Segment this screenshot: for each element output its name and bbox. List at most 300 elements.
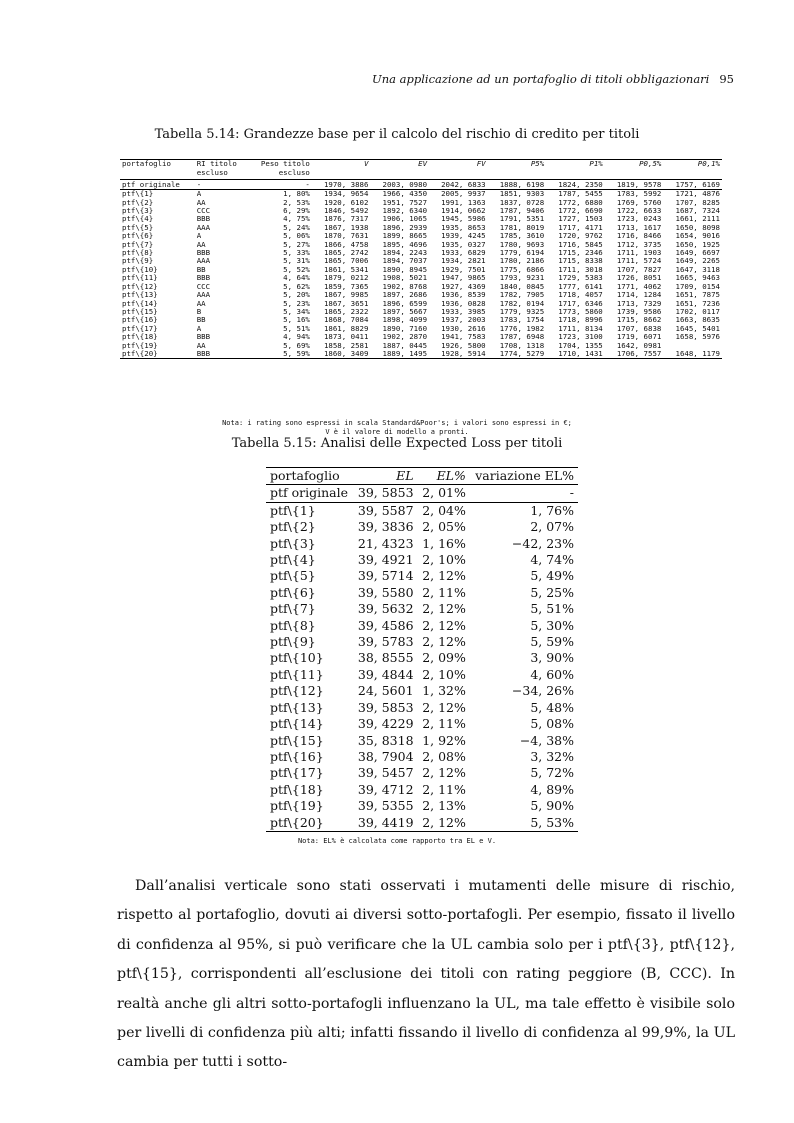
table1-header-cell: P0,1%	[663, 160, 722, 170]
table-cell: 1706, 7557	[605, 350, 664, 359]
table-cell: 1868, 7084	[323, 315, 369, 325]
table-cell: 4, 75%	[283, 214, 310, 224]
table-cell: 1897, 5667	[382, 306, 428, 316]
table-row	[266, 650, 578, 666]
table-cell: ptf\{2}	[122, 197, 154, 207]
table-row	[266, 585, 578, 601]
table-cell: 1651, 7875	[675, 290, 720, 300]
table-cell: 1721, 4876	[675, 189, 720, 199]
table-cell: ptf\{18}	[122, 332, 158, 342]
table1-subheader-cell	[663, 169, 722, 179]
table-cell: 1665, 9463	[675, 273, 720, 283]
table-cell: AA	[196, 197, 206, 207]
table-row	[266, 601, 578, 617]
table-row	[266, 519, 578, 535]
table-cell: 1936, 0828	[441, 298, 486, 308]
table-cell: ptf\{12}	[270, 683, 324, 699]
table-cell: 2, 09%	[422, 650, 466, 666]
table-cell: ptf\{8}	[122, 248, 154, 258]
table-cell: 2, 13%	[422, 798, 466, 814]
table-cell: 5, 31%	[283, 256, 310, 266]
table-cell: ptf\{11}	[122, 273, 158, 283]
table-row	[266, 536, 578, 552]
table-cell: ptf\{14}	[122, 298, 158, 308]
table2-header-row	[266, 468, 578, 485]
table-cell: 1991, 1363	[441, 197, 486, 207]
table-cell: 1837, 0728	[499, 197, 545, 207]
table-cell: 1718, 4057	[558, 290, 603, 300]
table-row	[266, 782, 578, 798]
table-cell: 1929, 7501	[441, 264, 486, 274]
table-cell: CCC	[196, 206, 211, 216]
table-cell: 2, 11%	[422, 584, 466, 600]
table-cell: ptf\{4}	[122, 214, 154, 224]
table-cell: 1773, 5860	[558, 306, 603, 316]
table-cell: 39, 5783	[357, 634, 414, 650]
table-cell: ptf originale	[120, 179, 195, 189]
table-cell: ptf\{18}	[270, 781, 324, 797]
running-title: Una applicazione ad un portafoglio di titoli obbligazionari	[372, 72, 710, 86]
table2-header-cell: variazione EL%	[470, 468, 578, 485]
table-cell: 1783, 1754	[499, 315, 545, 325]
table1-note-line-1: Nota: i rating sono espressi in scala Standard&Poor's; i valori sono espressi in €;	[222, 419, 572, 427]
table-cell: 1715, 8662	[616, 315, 662, 325]
table1-subheader-cell	[488, 169, 547, 179]
table1-subheader-cell	[312, 169, 371, 179]
table-cell: 1707, 6838	[616, 323, 662, 333]
table-cell: 1793, 9231	[499, 273, 545, 283]
table-cell: 1898, 4099	[382, 315, 428, 325]
table-cell: 1937, 2003	[441, 315, 486, 325]
table-cell: ptf\{2}	[270, 519, 316, 535]
table-cell: 4, 94%	[283, 332, 310, 342]
table-cell: 1906, 1065	[382, 214, 428, 224]
table-cell: 1897, 2686	[382, 290, 428, 300]
table-cell: 39, 4419	[353, 815, 417, 832]
table1-subheader-cell	[370, 169, 429, 179]
table-cell: 39, 4586	[357, 617, 414, 633]
table-cell: 1739, 9586	[616, 306, 662, 316]
table-cell: ptf\{8}	[270, 617, 316, 633]
table1-header-cell: V	[312, 160, 371, 170]
table1-header-cell: P5%	[488, 160, 547, 170]
table-cell: 1787, 5455	[558, 189, 603, 199]
table2-note: Nota: EL% è calcolata come rapporto tra EL e V.	[297, 837, 497, 845]
table1-subheader-cell: escluso	[195, 169, 248, 179]
table1-subheader-cell	[605, 169, 664, 179]
table-cell: 1777, 6141	[558, 281, 603, 291]
table-cell: 1711, 5724	[616, 256, 662, 266]
table1-header-cell: RI titolo	[195, 160, 248, 170]
table-cell: AAA	[196, 256, 211, 266]
table-cell: 21, 4323	[357, 535, 414, 551]
table-cell: 1658, 5976	[675, 332, 720, 342]
table-cell: 1867, 9985	[323, 290, 369, 300]
table-cell: −42, 23%	[511, 535, 574, 551]
table2-header-cell: portafoglio	[266, 468, 353, 485]
table-cell: 1890, 8945	[382, 264, 428, 274]
table-cell: 1888, 6198	[488, 179, 547, 189]
table-cell: 1727, 1503	[558, 214, 603, 224]
table-row	[266, 765, 578, 781]
table-cell: 4, 89%	[530, 781, 574, 797]
table-cell: 1966, 4350	[382, 189, 428, 199]
table-cell: 2, 01%	[418, 485, 470, 502]
table-row	[266, 485, 578, 502]
table-cell: 1716, 5845	[558, 239, 603, 249]
table-cell: 5, 06%	[283, 231, 310, 241]
table-cell: 1936, 8539	[441, 290, 486, 300]
table-cell: ptf originale	[266, 485, 353, 502]
table-cell: 5, 72%	[530, 765, 574, 781]
table-cell: 1650, 1925	[675, 239, 720, 249]
table-cell: 1846, 5492	[323, 206, 369, 216]
table-cell: 1702, 0117	[675, 306, 720, 316]
table-cell: ptf\{12}	[122, 281, 158, 291]
table-cell: ptf\{20}	[120, 350, 195, 359]
table-cell: 39, 5457	[357, 765, 414, 781]
table-cell: 38, 7904	[357, 748, 414, 764]
table-cell: 1716, 8466	[616, 231, 662, 241]
table-cell: 1709, 0154	[675, 281, 720, 291]
table-cell: 1757, 6169	[663, 179, 722, 189]
table-cell: 1713, 1617	[616, 222, 662, 232]
table-cell: A	[196, 323, 202, 333]
table1-subheader-cell	[120, 169, 195, 179]
table-cell: 1650, 8098	[675, 222, 720, 232]
table-cell: AA	[196, 340, 206, 350]
table-cell: 1951, 7527	[382, 197, 428, 207]
table-cell: 2003, 0980	[370, 179, 429, 189]
table-cell: 2, 12%	[418, 815, 470, 832]
table-cell: 1649, 2265	[675, 256, 720, 266]
table-cell: 1707, 8285	[675, 197, 720, 207]
table-cell: 1, 32%	[422, 683, 466, 699]
table-cell: 1861, 5341	[323, 264, 369, 274]
table-cell: 1, 16%	[422, 535, 466, 551]
table-cell: 1687, 7324	[675, 206, 720, 216]
table-cell: 1787, 9406	[499, 206, 545, 216]
table-cell: 3, 32%	[530, 748, 574, 764]
table-cell: 35, 8318	[357, 732, 414, 748]
table-cell: 1860, 3409	[312, 350, 371, 359]
table-cell: 5, 24%	[283, 222, 310, 232]
table-cell: 1970, 3886	[312, 179, 371, 189]
table-cell: 1, 92%	[422, 732, 466, 748]
table-cell: 1866, 4758	[323, 239, 369, 249]
table-cell: 1908, 5021	[382, 273, 428, 283]
table-cell: 1894, 7037	[382, 256, 428, 266]
table-cell: ptf\{4}	[270, 552, 316, 568]
table-cell: ptf\{7}	[122, 239, 154, 249]
table-cell: 4, 64%	[283, 273, 310, 283]
table-cell: ptf\{16}	[122, 315, 158, 325]
table-cell: 1939, 4245	[441, 231, 486, 241]
table-cell: BBB	[196, 214, 211, 224]
table-cell: 1780, 9693	[499, 239, 545, 249]
table-row	[266, 700, 578, 716]
table-cell: BBB	[196, 273, 211, 283]
table1-header-cell: FV	[429, 160, 488, 170]
table-cell: 1711, 8134	[558, 323, 603, 333]
table-cell: 1867, 1938	[323, 222, 369, 232]
table-cell: 1781, 8019	[499, 222, 545, 232]
table-cell: 1928, 5914	[429, 350, 488, 359]
table-cell: 1867, 3651	[323, 298, 369, 308]
table-cell: 1776, 1982	[499, 323, 545, 333]
table-cell: −34, 26%	[511, 683, 574, 699]
table-cell: 2, 08%	[422, 748, 466, 764]
table-cell: 4, 74%	[530, 552, 574, 568]
table2-header-cell: EL%	[418, 468, 470, 485]
table-cell: 39, 4712	[357, 781, 414, 797]
table-cell: 24, 5601	[357, 683, 414, 699]
table-cell: BBB	[196, 248, 211, 258]
table-cell: 1648, 1179	[663, 350, 722, 359]
table-cell: AA	[196, 298, 206, 308]
running-header	[372, 72, 734, 86]
table-cell: 1895, 4696	[382, 239, 428, 249]
table-cell: ptf\{10}	[122, 264, 158, 274]
table-cell: 1933, 3985	[441, 306, 486, 316]
table-cell: 1879, 0212	[323, 273, 369, 283]
table-cell: 5, 25%	[530, 584, 574, 600]
table-cell: BB	[196, 264, 206, 274]
table-cell: 2, 05%	[422, 519, 466, 535]
table-cell: ptf\{15}	[122, 306, 158, 316]
table-cell: 1715, 2346	[558, 248, 603, 258]
table-cell: 2005, 9937	[441, 189, 486, 199]
table-cell: 1651, 7236	[675, 298, 720, 308]
table-cell: 1902, 8768	[382, 281, 428, 291]
table-cell: 39, 5714	[357, 568, 414, 584]
table-cell: 5, 62%	[283, 281, 310, 291]
table-row	[266, 733, 578, 749]
table-cell: 1723, 3100	[558, 332, 603, 342]
table-cell: 1851, 9303	[499, 189, 545, 199]
table-cell: 1782, 7905	[499, 290, 545, 300]
table-cell: 1840, 0845	[499, 281, 545, 291]
table-row	[120, 179, 722, 189]
credit-risk-table	[120, 159, 722, 359]
table-cell: 1704, 1355	[558, 340, 603, 350]
table-cell: 1927, 4369	[441, 281, 486, 291]
table1-header-cell: P1%	[546, 160, 605, 170]
table-cell: CCC	[196, 281, 211, 291]
table-row	[266, 798, 578, 814]
table2-caption: Tabella 5.15: Analisi delle Expected Loss per titoli	[231, 436, 563, 451]
table-cell: 1947, 9865	[441, 273, 486, 283]
table-cell: 1865, 2742	[323, 248, 369, 258]
table-cell: 5, 49%	[530, 568, 574, 584]
table-cell: 1865, 7006	[323, 256, 369, 266]
body-paragraph: Dall’analisi verticale sono stati osservati i mutamenti delle misure di rischio, rispetto al portafoglio, dovuti ai diversi sotto-portafogli. Per esempio, fissato il livello di confidenza al 95%, si può verificare che la UL cambia solo per i ptf\{3}, ptf\{12}, ptf\{15}, corrispondenti all’esclusione dei titoli con rating peggiore (B, CCC). In realtà anche gli altri sotto-portafogli influenzano la UL, ma tale effetto è visibile solo per livelli di confidenza più alti; infatti fissando il livello di confidenza al 99,9%, la UL cambia per tutti i sotto-	[117, 878, 735, 1071]
table-cell: ptf\{10}	[270, 650, 324, 666]
table-cell: 1661, 2111	[675, 214, 720, 224]
table1-header-cell: P0,5%	[605, 160, 664, 170]
table-cell: 1726, 8051	[616, 273, 662, 283]
table-cell: 1729, 5383	[558, 273, 603, 283]
table-cell: 1654, 9016	[675, 231, 720, 241]
table-cell: 39, 5853	[353, 485, 417, 502]
table-cell: ptf\{13}	[270, 699, 324, 715]
table-row	[266, 568, 578, 584]
table-cell: 39, 3836	[357, 519, 414, 535]
table-cell: 2, 10%	[422, 552, 466, 568]
table-cell: ptf\{13}	[122, 290, 158, 300]
table-cell: 39, 5853	[357, 699, 414, 715]
table-cell: 6, 29%	[283, 206, 310, 216]
table-cell: 1707, 7827	[616, 264, 662, 274]
table-cell: BB	[196, 315, 206, 325]
table-cell: 2, 12%	[422, 601, 466, 617]
expected-loss-table	[266, 467, 578, 832]
table-cell: 1779, 9325	[499, 306, 545, 316]
table1-caption: Tabella 5.14: Grandezze base per il calcolo del rischio di credito per titoli	[154, 127, 640, 142]
table-cell: 1714, 1284	[616, 290, 662, 300]
table-cell: 1719, 6071	[616, 332, 662, 342]
table-cell: 2, 53%	[283, 197, 310, 207]
table-cell: 1774, 5279	[488, 350, 547, 359]
table-cell: 2, 12%	[422, 699, 466, 715]
table-cell: 5, 20%	[283, 290, 310, 300]
table-cell: ptf\{7}	[270, 601, 316, 617]
table-cell: ptf\{3}	[270, 535, 316, 551]
table-cell: 2, 11%	[422, 781, 466, 797]
table-cell: 2, 12%	[422, 617, 466, 633]
table-cell: 1718, 8996	[558, 315, 603, 325]
table-cell: 1771, 4062	[616, 281, 662, 291]
table-cell: 1645, 5401	[675, 323, 720, 333]
table-cell: 4, 60%	[530, 666, 574, 682]
table-cell: ptf\{19}	[122, 340, 158, 350]
table-cell: 1, 76%	[530, 502, 574, 518]
table-cell: ptf\{11}	[270, 666, 324, 682]
table1-header-cell: Peso titolo	[248, 160, 312, 170]
table-cell: 5, 23%	[283, 298, 310, 308]
table-cell: 5, 51%	[283, 323, 310, 333]
table-cell: ptf\{9}	[122, 256, 154, 266]
table-cell: 3, 90%	[530, 650, 574, 666]
table-cell: −4, 38%	[519, 732, 574, 748]
table1-subheader-cell	[546, 169, 605, 179]
table-cell: ptf\{14}	[270, 716, 324, 732]
table-cell: -	[470, 485, 578, 502]
table1-header-cell: EV	[370, 160, 429, 170]
table-cell: 1887, 0445	[382, 340, 428, 350]
table-cell: -	[195, 179, 248, 189]
table-row	[266, 634, 578, 650]
table-cell: 1780, 2186	[499, 256, 545, 266]
table-cell: 1642, 0981	[616, 340, 662, 350]
table-cell: 5, 34%	[283, 306, 310, 316]
page-number: 95	[719, 72, 734, 86]
table-cell: 1779, 6194	[499, 248, 545, 258]
table-cell: 1775, 6866	[499, 264, 545, 274]
table-cell: -	[248, 179, 312, 189]
table-cell: 2, 11%	[422, 716, 466, 732]
table-cell: 5, 48%	[530, 699, 574, 715]
table-cell: 1920, 6102	[323, 197, 369, 207]
table-cell: A	[196, 189, 202, 199]
table1-note	[0, 419, 794, 437]
table-cell: 1723, 0243	[616, 214, 662, 224]
table-cell: 1717, 6346	[558, 298, 603, 308]
table-cell: 1647, 3118	[675, 264, 720, 274]
table-cell: ptf\{3}	[122, 206, 154, 216]
table1-subheader-cell	[429, 169, 488, 179]
table-cell: 1713, 7329	[616, 298, 662, 308]
table-cell: 1, 80%	[283, 189, 310, 199]
table-cell: ptf\{15}	[270, 732, 324, 748]
table-cell: AAA	[196, 222, 211, 232]
table-cell: 1930, 2616	[441, 323, 486, 333]
table-cell: 1935, 0327	[441, 239, 486, 249]
table-cell: 1783, 5992	[616, 189, 662, 199]
table-cell: BBB	[195, 350, 248, 359]
table-cell: 1934, 9654	[323, 189, 369, 199]
table-cell: ptf\{5}	[270, 568, 316, 584]
table-row	[120, 350, 722, 359]
table1-subheader-row	[120, 169, 722, 179]
table-cell: B	[196, 306, 202, 316]
table-cell: 39, 4229	[357, 716, 414, 732]
table-cell: 1926, 5800	[441, 340, 486, 350]
table-cell: 1785, 3610	[499, 231, 545, 241]
table-cell: AA	[196, 239, 206, 249]
table-cell: 1722, 6633	[616, 206, 662, 216]
table-cell: 1772, 6880	[558, 197, 603, 207]
table-cell: 1720, 9762	[558, 231, 603, 241]
table-cell: 39, 4844	[357, 666, 414, 682]
table-cell: 1858, 2581	[323, 340, 369, 350]
table-cell: ptf\{5}	[122, 222, 154, 232]
table-cell: 1933, 6829	[441, 248, 486, 258]
table1-note-line-2: V è il valore di modello a pronti.	[325, 428, 469, 436]
table-cell: 2, 07%	[530, 519, 574, 535]
table-cell: 39, 5355	[357, 798, 414, 814]
table-cell: 5, 53%	[470, 815, 578, 832]
table-cell: 2, 12%	[422, 634, 466, 650]
table-cell: 1772, 6690	[558, 206, 603, 216]
table-cell: 39, 4921	[357, 552, 414, 568]
table-cell: 1791, 5351	[499, 214, 545, 224]
table-cell: 1896, 6599	[382, 298, 428, 308]
table-cell: 1711, 3018	[558, 264, 603, 274]
table-cell: 1941, 7583	[441, 332, 486, 342]
table-cell: ptf\{16}	[270, 748, 324, 764]
table-cell: 1870, 7631	[323, 231, 369, 241]
table1-header-cell: portafoglio	[120, 160, 195, 170]
table-cell: 2, 12%	[422, 568, 466, 584]
table-row	[266, 667, 578, 683]
table-cell: 1663, 8635	[675, 315, 720, 325]
table-cell: 38, 8555	[357, 650, 414, 666]
table-cell: 2, 10%	[422, 666, 466, 682]
table-cell: 5, 59%	[248, 350, 312, 359]
table-cell: 1899, 8665	[382, 231, 428, 241]
table-row	[266, 716, 578, 732]
table-cell: 39, 5587	[357, 502, 414, 518]
table-cell: 1896, 2939	[382, 222, 428, 232]
table-cell: 1649, 6697	[675, 248, 720, 258]
table-cell: ptf\{6}	[270, 584, 316, 600]
table-cell: 5, 59%	[530, 634, 574, 650]
table-cell: 1769, 5760	[616, 197, 662, 207]
table-cell: 5, 33%	[283, 248, 310, 258]
table-cell: 1819, 9578	[605, 179, 664, 189]
table-cell: AAA	[196, 290, 211, 300]
